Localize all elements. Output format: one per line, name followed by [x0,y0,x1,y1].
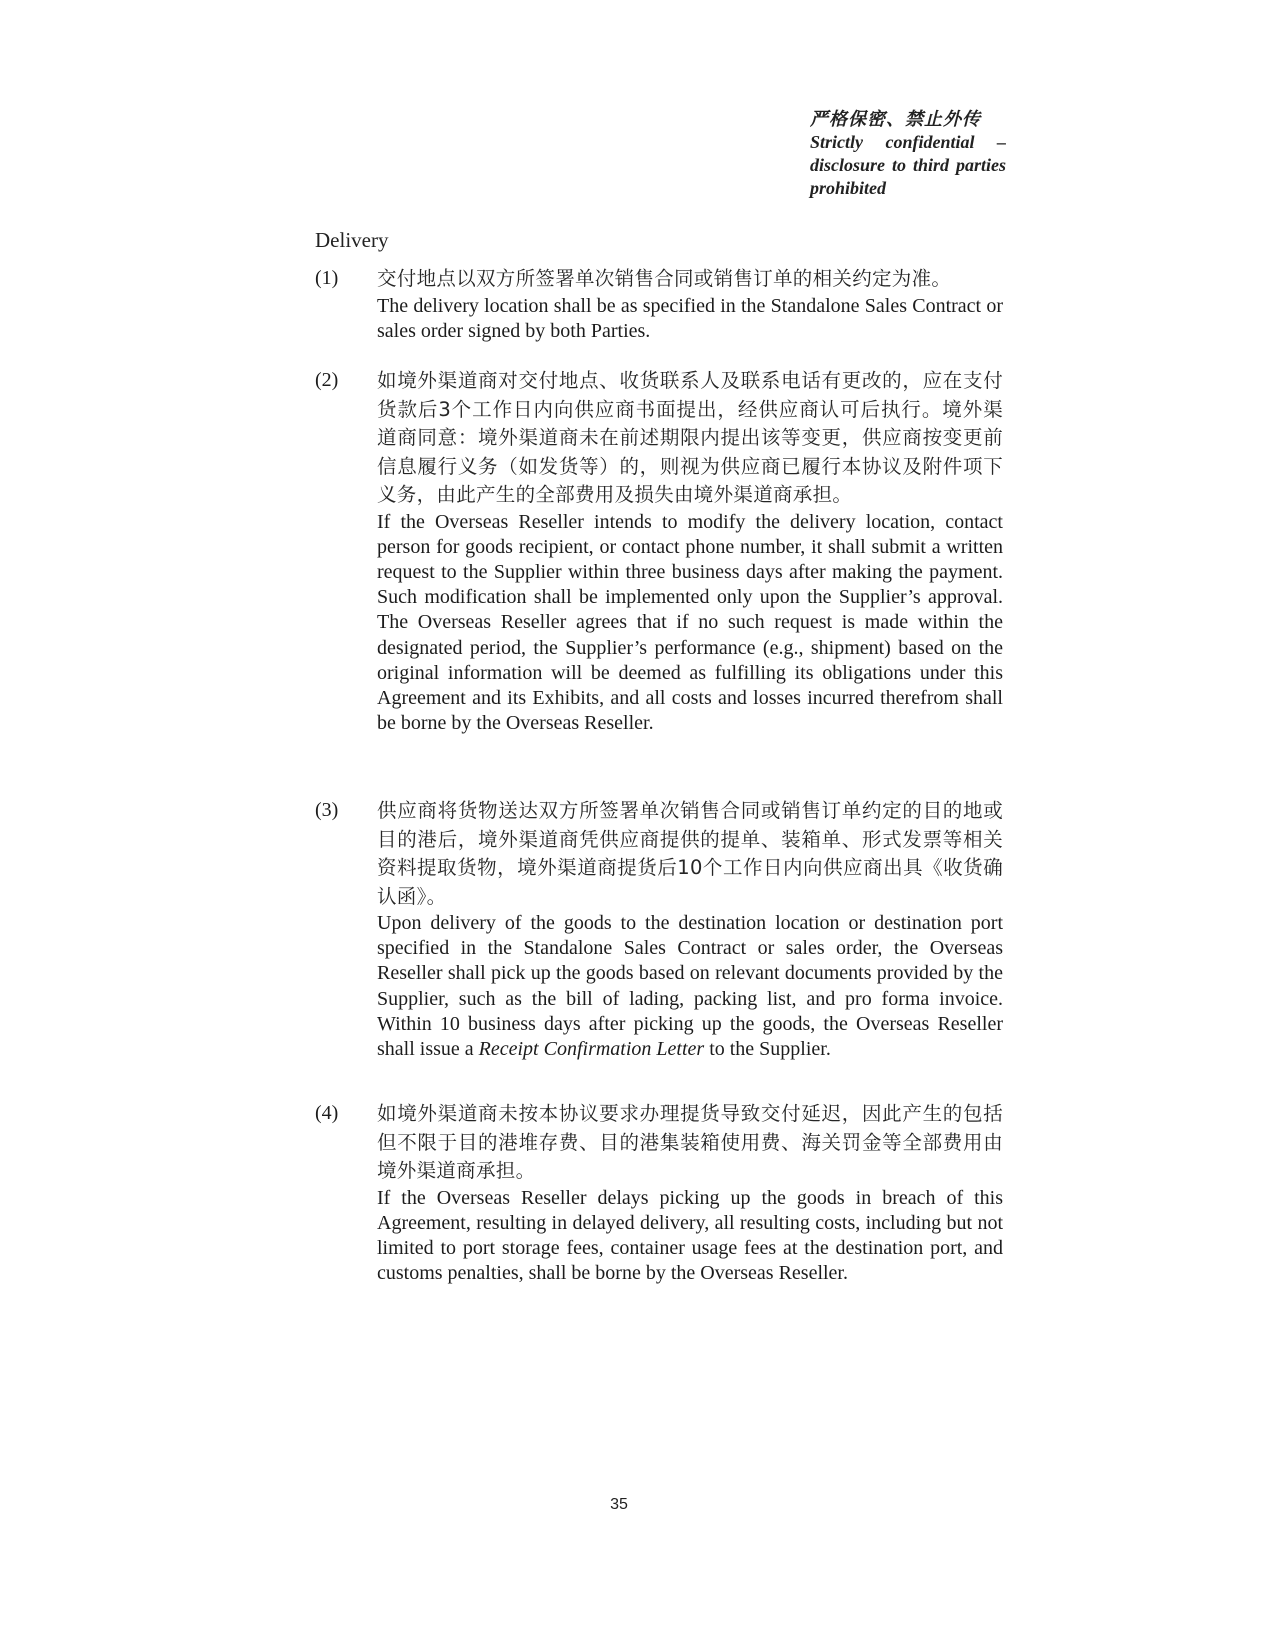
clause-chinese-text: 如境外渠道商未按本协议要求办理提货导致交付延迟，因此产生的包括但不限于目的港堆存费、目的港集装箱使用费、海关罚金等全部费用由境外渠道商承担。 [377,1102,1003,1182]
page-number: 35 [610,1496,628,1513]
clause-number: (4) [315,1102,339,1124]
clause-chinese-text: 交付地点以双方所签署单次销售合同或销售订单的相关约定为准。 [377,267,952,290]
clause-number: (3) [315,799,339,821]
clause-english-text: If the Overseas Reseller intends to modify the delivery location, contact person for goods recipient, or contact phone number, it shall submit a written request to the Supplier within three business days after making the payment. Such modification shall be implemented only upon the Supplier’s approval. The Overseas Reseller agrees that if no such request is made within the designated period, the Supplier’s performance (e.g., shipment) based on the original information will be deemed as fulfilling its obligations under this Agreement and its Exhibits, and all costs and losses incurred therefrom shall be borne by the Overseas Reseller. [377,510,1003,735]
clause-body [377,1100,1003,1286]
clause-body [377,797,1003,1062]
receipt-confirmation-letter-title: Receipt Confirmation Letter [478,1038,705,1061]
clause-chinese-text: 供应商将货物送达双方所签署单次销售合同或销售订单约定的目的地或目的港后，境外渠道商凭供应商提供的提单、装箱单、形式发票等相关资料提取货物，境外渠道商提货后10个工作日内向供应商出具《收货确认函》。 [377,799,1003,908]
clause-english-text-part: to the Supplier. [704,1038,831,1061]
clause-body [377,367,1003,736]
section-title: Delivery [315,228,389,252]
clause-english-text-part: Upon delivery of the goods to the destination location or destination port specified in the Standalone Sales Contract or sales order, the Overseas Reseller shall pick up the goods based on relevant documents provided by the Supplier, such as the bill of lading, packing list, and pro forma invoice. Within 10 business days after picking up the goods, the Overseas Reseller shall issue a [377,912,1003,1061]
clause-number: (2) [315,369,339,391]
clause-number: (1) [315,267,339,289]
clause-english-text: The delivery location shall be as specified in the Standalone Sales Contract or sales order signed by both Parties. [377,294,1003,342]
clause-body [377,265,1003,344]
confidentiality-notice [810,108,1006,200]
clause-english-text [377,911,1003,1062]
confidentiality-english: Strictly confidential – disclosure to third parties prohibited [810,132,1006,198]
confidentiality-chinese: 严格保密、禁止外传 [810,109,981,129]
clause-english-text: If the Overseas Reseller delays picking up the goods in breach of this Agreement, resulting in delayed delivery, all resulting costs, including but not limited to port storage fees, container usage fees at the destination port, and customs penalties, shall be borne by the Overseas Reseller. [377,1186,1003,1285]
clause-chinese-text: 如境外渠道商对交付地点、收货联系人及联系电话有更改的，应在支付货款后3个工作日内向供应商书面提出，经供应商认可后执行。境外渠道商同意：境外渠道商未在前述期限内提出该等变更，供应商按变更前信息履行义务（如发货等）的，则视为供应商已履行本协议及附件项下义务，由此产生的全部费用及损失由境外渠道商承担。 [377,369,1003,506]
